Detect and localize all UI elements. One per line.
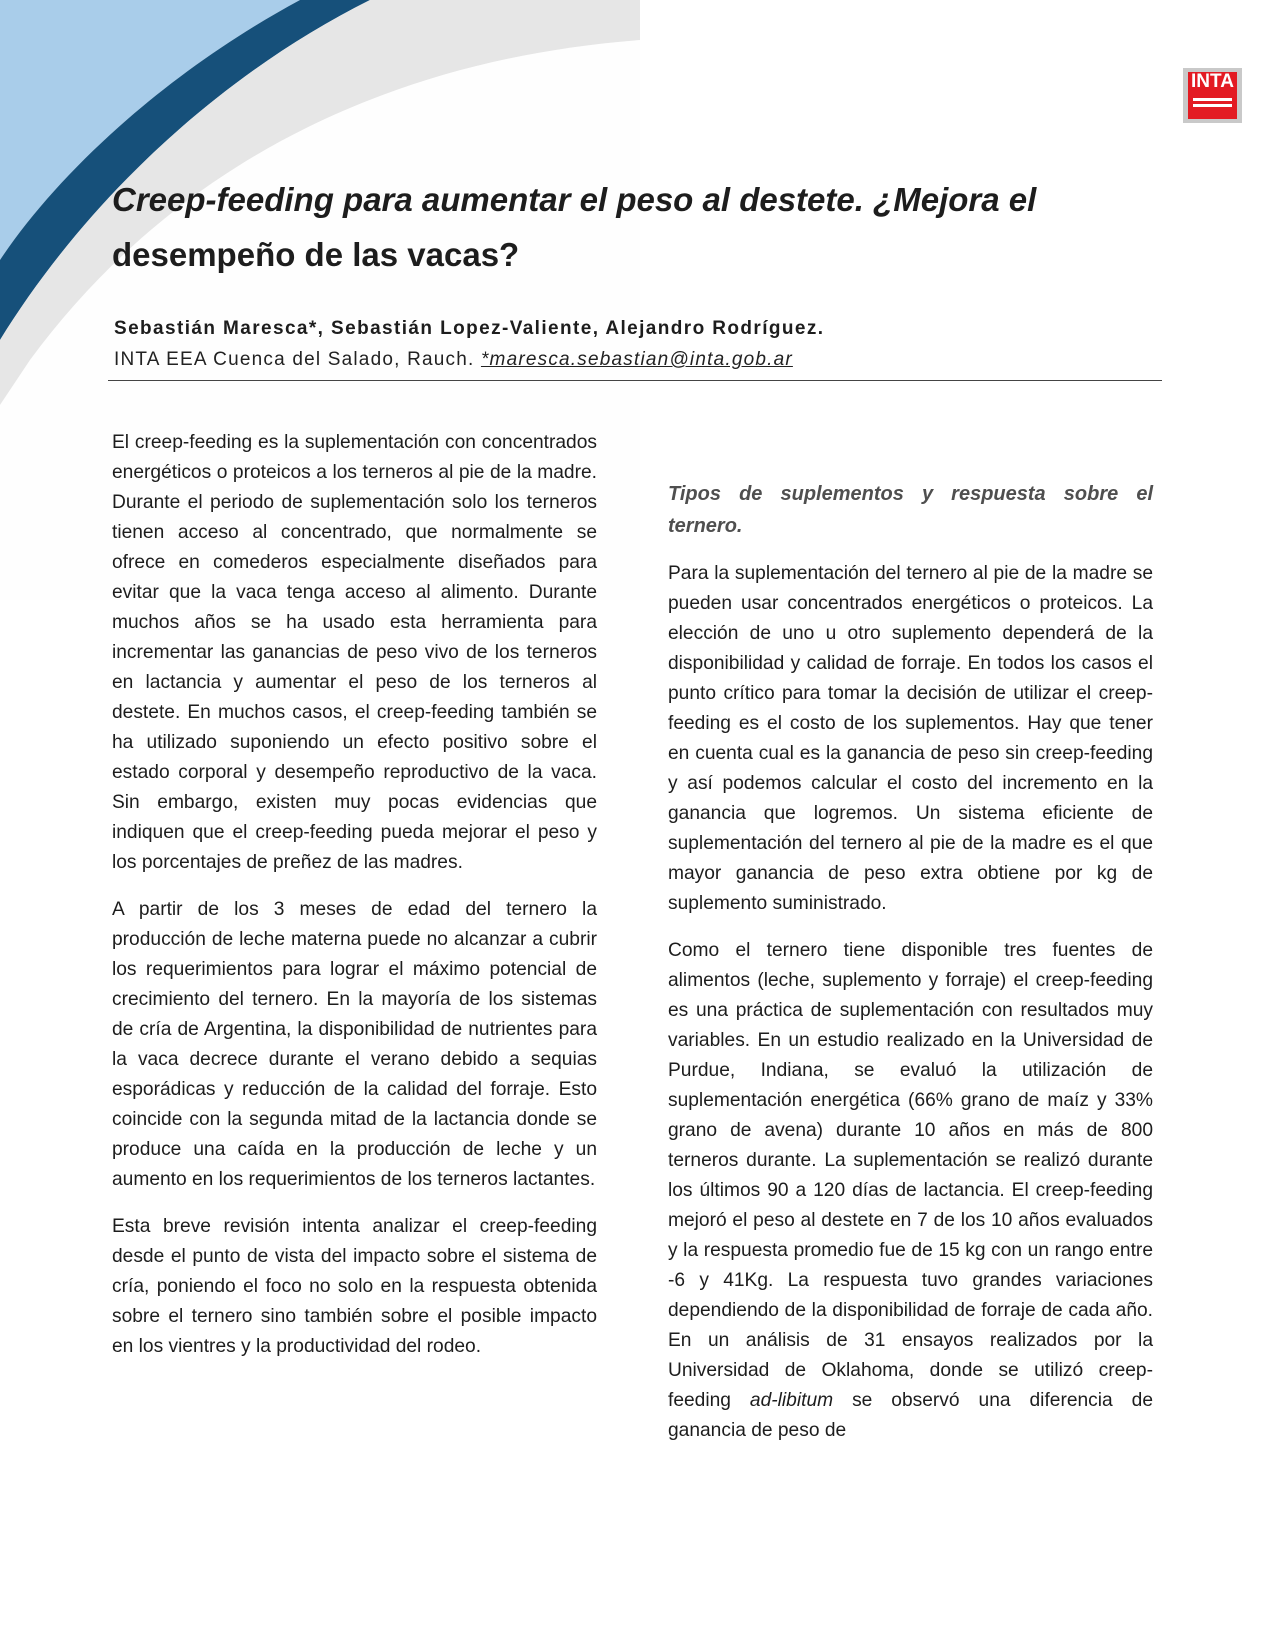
- paragraph-text: Como el ternero tiene disponible tres fuentes de alimentos (leche, suplemento y forraje) el creep-feeding es una práctica de suplementación con resultados muy variables. En un estudio realizado en la Universidad de Purdue, Indiana, se evaluó la utilización de suplementación energética (66% grano de maíz y 33% grano de avena) durante 10 años en más de 800 terneros durante. La suplementación se realizó durante los últimos 90 a 120 días de lactancia. El creep-feeding mejoró el peso al destete en 7 de los 10 años evaluados y la respuesta promedio fue de 15 kg con un rango entre -6 y 41Kg. La respuesta tuvo grandes variaciones dependiendo de la disponibilidad de forraje de cada año. En un análisis de 31 ensayos realizados por la Universidad de Oklahoma, donde se utilizó creep-feeding: [668, 940, 1153, 1411]
- paragraph: [668, 936, 1153, 1446]
- paragraph: A partir de los 3 meses de edad del ternero la producción de leche materna puede no alcanzar a cubrir los requerimientos para lograr el máximo potencial de crecimiento del ternero. En la mayoría de los sistemas de cría de Argentina, la disponibilidad de nutrientes para la vaca decrece durante el verano debido a sequias esporádicas y reducción de la calidad del forraje. Esto coincide con la segunda mitad de la lactancia donde se produce una caída en la producción de leche y un aumento en los requerimientos de los terneros lactantes.: [112, 899, 597, 1190]
- italic-term: ad-libitum: [749, 1390, 834, 1411]
- paragraph: El creep-feeding es la suplementación con concentrados energéticos o proteicos a los terneros al pie de la madre. Durante el periodo de suplementación solo los terneros tienen acceso al concentrado, que normalmente se ofrece en comederos especialmente diseñados para evitar que la vaca tenga acceso al alimento. Durante muchos años se ha usado esta herramienta para incrementar las ganancias de peso vivo de los terneros en lactancia y aumentar el peso de los terneros al destete. En muchos casos, el creep-feeding también se ha utilizado suponiendo un efecto positivo sobre el estado corporal y desempeño reproductivo de la vaca. Sin embargo, existen muy pocas evidencias que indiquen que el creep-feeding pueda mejorar el peso y los porcentajes de preñez de las madres.: [112, 432, 597, 873]
- title-line-1: Creep-feeding para aumentar el peso al destete. ¿Mejora el: [112, 181, 1037, 218]
- paragraph: Esta breve revisión intenta analizar el creep-feeding desde el punto de vista del impacto sobre el sistema de cría, poniendo el foco no solo en la respuesta obtenida sobre el ternero sino también sobre el posible impacto en los vientres y la productividad del rodeo.: [112, 1216, 597, 1357]
- logo-text: INTA: [1191, 71, 1234, 92]
- affiliation: [114, 349, 793, 371]
- left-column: [112, 428, 597, 1379]
- paragraph: Para la suplementación del ternero al pie de la madre se pueden usar concentrados energéticos o proteicos. La elección de uno u otro suplemento dependerá de la disponibilidad y calidad de forraje. En todos los casos el punto crítico para tomar la decisión de utilizar el creep-feeding es el costo de los suplementos. Hay que tener en cuenta cual es la ganancia de peso sin creep-feeding y así podemos calcular el costo del incremento en la ganancia que logremos. Un sistema eficiente de suplementación del ternero al pie de la madre es el que mayor ganancia de peso extra obtiene por kg de suplemento suministrado.: [668, 563, 1153, 914]
- affiliation-text: INTA EEA Cuenca del Salado, Rauch.: [114, 349, 481, 370]
- title-line-2: desempeño de las vacas?: [112, 236, 520, 273]
- author-list: Sebastián Maresca*, Sebastián Lopez-Valiente, Alejandro Rodríguez.: [114, 318, 825, 339]
- right-column: [668, 478, 1153, 1463]
- logo-stripes: [1193, 95, 1231, 107]
- article-title: [112, 172, 1092, 282]
- paragraph-text: se observó una diferencia de ganancia de peso de: [668, 1390, 1154, 1441]
- email-link[interactable]: *maresca.sebastian@inta.gob.ar: [480, 349, 793, 370]
- header-divider: [108, 380, 1162, 381]
- section-heading: Tipos de suplementos y respuesta sobre el ternero.: [668, 483, 1153, 537]
- inta-logo: [1183, 68, 1242, 123]
